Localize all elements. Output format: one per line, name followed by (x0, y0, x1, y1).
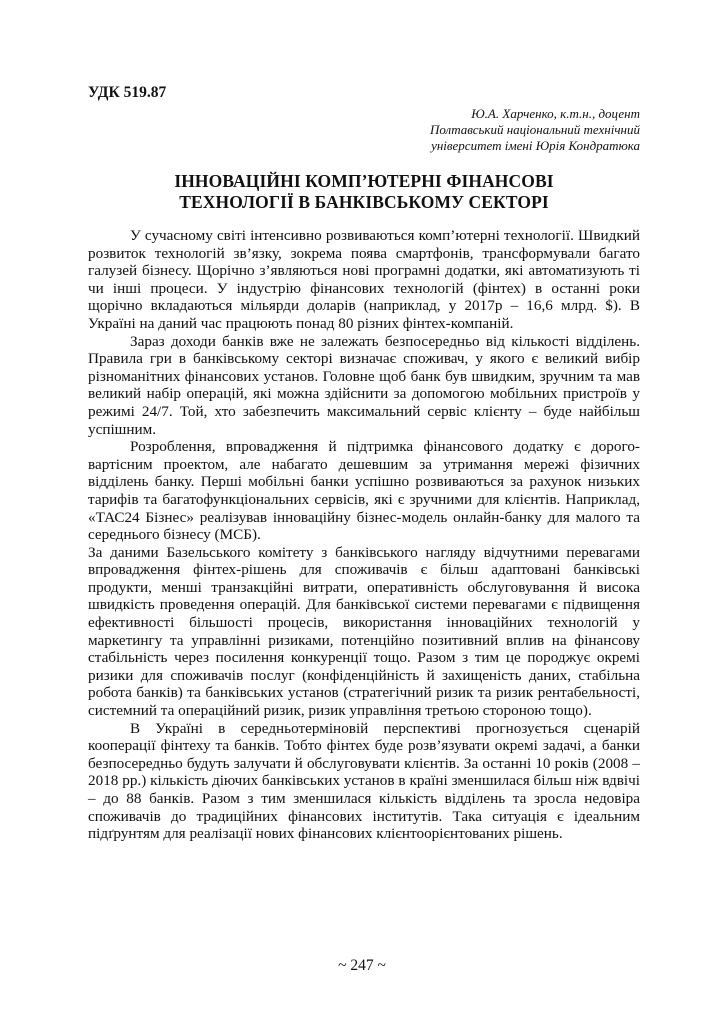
body-text (88, 227, 640, 843)
paper-title-line2: ТЕХНОЛОГІЇ В БАНКІВСЬКОМУ СЕКТОРІ (179, 192, 549, 212)
paper-title-line1: ІННОВАЦІЙНІ КОМП’ЮТЕРНІ ФІНАНСОВІ (174, 171, 554, 191)
paragraph-5: В Україні в середньотерміновій перспективі прогнозується сценарій кооперації фінтеху та банків. Тобто фінтех буде розв’язувати окремі задачі, а банки безпосередньо будуть залучати й обслуговувати клієнтів. За останні 10 років (2008 – 2018 рр.) кількість діючих банківських установ в країні зменшилася більш ніж вдвічі – до 88 банків. Разом з тим зменшилася кількість відділень та зросла недовіра споживачів до традиційних фінансових інститутів. Така ситуація є ідеальним підґрунтям для реалізації нових фінансових клієнтоорієнтованих рішень. (88, 719, 640, 843)
author-affiliation-line2: університет імені Юрія Кондратюка (431, 138, 640, 153)
udk-code: УДК 519.87 (88, 84, 167, 101)
paragraph-4: За даними Базельського комітету з банківського нагляду відчутними перевагами впровадження фінтех-рішень для споживачів є більш адаптовані банківські продукти, менші транзакційні витрати, оперативність обслуговування й висока швидкість проведення операцій. Для банківської системи перевагами є підвищення ефективності більшості процесів, використання інноваційних технологій у маркетингу та управлінні ризиками, потенційно позитивний вплив на фінансову стабільність через посилення конкуренції тощо. Разом з тим це породжує окремі ризики для споживачів послуг (конфіденційність й захищеність даних, стабільна робота банків) та банківських установ (стратегічний ризик та ризик рентабельності, системний та операційний ризик, ризик управління третьою стороною тощо). (88, 543, 640, 720)
paragraph-1: У сучасному світі інтенсивно розвиваються комп’ютерні технології. Швидкий розвиток технологій зв’язку, зокрема поява смартфонів, трансформували багато галузей бізнесу. Щорічно з’являються нові програмні додатки, які автоматизують ті чи інші процеси. У індустрію фінансових технологій (фінтех) в останні роки щорічно вкладаються мільярди доларів (наприклад, у 2017р – 16,6 млрд. $). В Україні на даний час працюють понад 80 різних фінтех-компаній. (88, 227, 640, 332)
document-page (88, 84, 640, 843)
paper-title (88, 171, 640, 213)
paragraph-2: Зараз доходи банків вже не залежать безпосередньо від кількості відділень. Правила гри в банківському секторі визначає споживач, у якого є великий вибір різноманітних фінансових установ. Головне щоб банк був швидким, зручним та мав великий набір операцій, які можна здійснити за допомогою мобільних пристроїв у режимі 24/7. Той, хто забезпечить максимальний сервіс клієнту – буде найбільш успішним. (88, 332, 640, 438)
paragraph-3: Розроблення, впровадження й підтримка фінансового додатку є дорого- вартісним проектом, але набагато дешевшим за утримання мережі фізичних відділень банку. Перші мобільні банки успішно розвиваються за рахунок низьких тарифів та багатофункціональних сервісів, які є зручними для клієнтів. Наприклад, «ТАС24 Бізнес» реалізував інноваційну бізнес-модель онлайн-банку для малого та середнього бізнесу (МСБ). (88, 438, 640, 544)
author-affiliation-line1: Полтавський національний технічний (429, 122, 640, 137)
page-number: ~ 247 ~ (338, 957, 386, 974)
author-block (88, 106, 640, 154)
author-name: Ю.А. Харченко, к.т.н., доцент (471, 106, 640, 121)
